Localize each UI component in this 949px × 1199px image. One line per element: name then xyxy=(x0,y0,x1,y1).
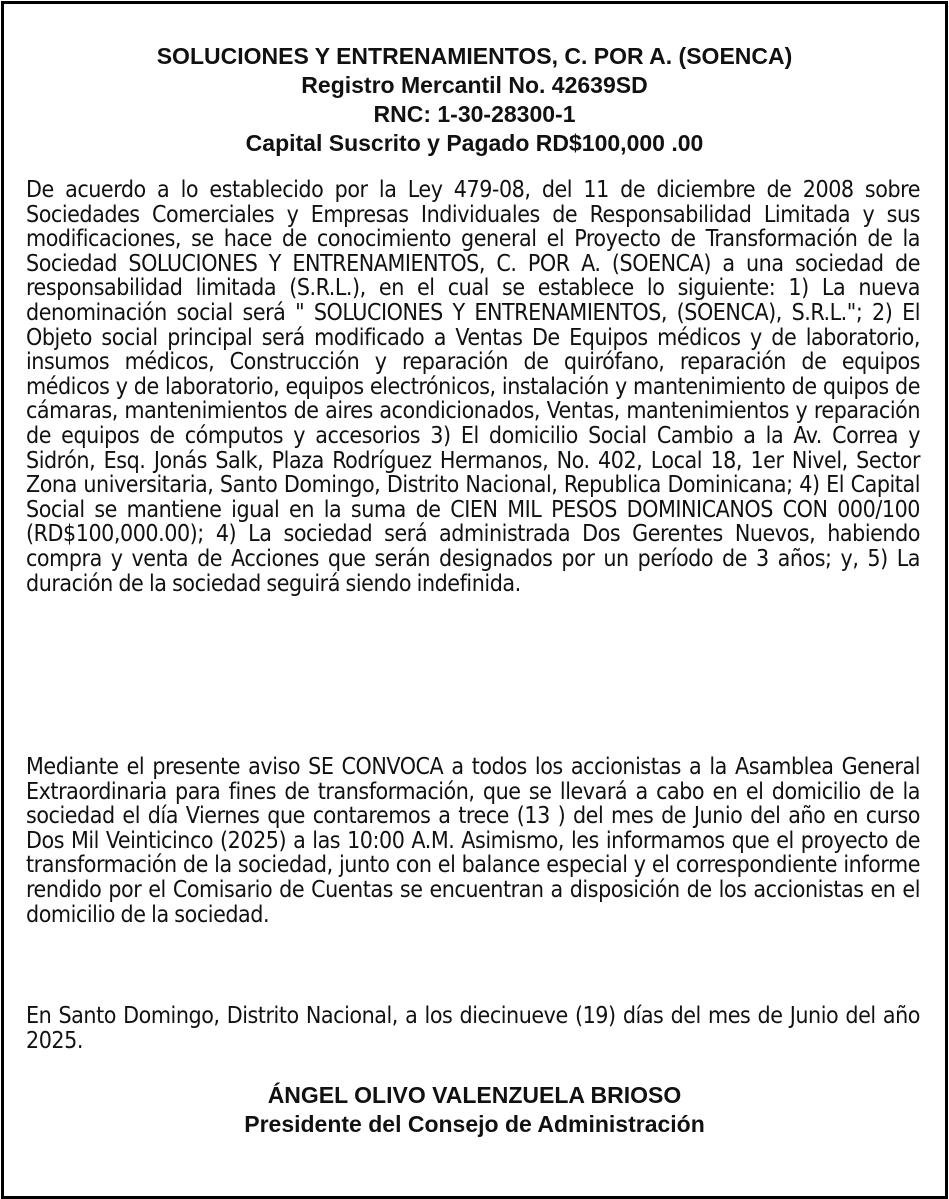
transformation-paragraph: De acuerdo a lo establecido por la Ley 479-08, del 11 de diciembre de 2008 sobre Sociedades Comerciales y Empresas Individuales de Responsabilidad Limitada y sus modificaciones, se hace de conocimiento general el Proyecto de Transformación de la Sociedad SOLUCIONES Y ENTRENAMIENTOS, C. POR A. (SOENCA) a una sociedad de responsabilidad limitada (S.R.L.), en el cual se establece lo siguiente: 1) La nueva denominación social será " SOLUCIONES Y ENTRENAMIENTOS, (SOENCA), S.R.L."; 2) El Objeto social principal será modificado a Ventas De Equipos médicos y de laboratorio, insumos médicos, Construcción y reparación de quirófano, reparación de equipos médicos y de laboratorio, equipos electrónicos, instalación y mantenimiento de quipos de cámaras, mantenimientos de aires acondicionados, Ventas, mantenimientos y reparación de equipos de cómputos y accesorios 3) El domicilio Social Cambio a la Av. Correa y Sidrón, Esq. Jonás Salk, Plaza Rodríguez Hermanos, No. 402, Local 18, 1er Nivel, Sector Zona universitaria, Santo Domingo, Distrito Nacional, Republica Dominicana; 4) El Capital Social se mantiene igual en la suma de CIEN MIL PESOS DOMINICANOS CON 000/100 (RD$100,000.00); 4) La sociedad será administrada Dos Gerentes Nuevos, habiendo compra y venta de Acciones que serán designados por un período de 3 años; y, 5) La duración de la sociedad seguirá siendo indefinida. xyxy=(26,177,920,597)
company-name: SOLUCIONES Y ENTRENAMIENTOS, C. POR A. (SOENCA) xyxy=(156,43,793,69)
subscribed-capital: Capital Suscrito y Pagado RD$100,000 .00 xyxy=(245,130,704,156)
signatory-title: Presidente del Consejo de Administración xyxy=(244,1111,705,1137)
rnc-number: RNC: 1-30-28300-1 xyxy=(373,101,576,127)
date-place-paragraph: En Santo Domingo, Distrito Nacional, a los diecinueve (19) días del mes de Junio del año 2025. xyxy=(26,1003,920,1054)
signatory-name: ÁNGEL OLIVO VALENZUELA BRIOSO xyxy=(267,1082,682,1108)
signature-block xyxy=(4,1081,945,1139)
notice-header xyxy=(4,42,945,158)
registry-number: Registro Mercantil No. 42639SD xyxy=(301,72,648,98)
convocation-paragraph: Mediante el presente aviso SE CONVOCA a todos los accionistas a la Asamblea General Extraordinaria para fines de transformación, que se llevará a cabo en el domicilio de la sociedad el día Viernes que contaremos a trece (13 ) del mes de Junio del año en curso Dos Mil Veinticinco (2025) a las 10:00 A.M. Asimismo, les informamos que el proyecto de transformación de la sociedad, junto con el balance especial y el correspondiente informe rendido por el Comisario de Cuentas se encuentran a disposición de los accionistas en el domicilio de la sociedad. xyxy=(26,754,920,928)
notice-frame xyxy=(1,1,948,1199)
